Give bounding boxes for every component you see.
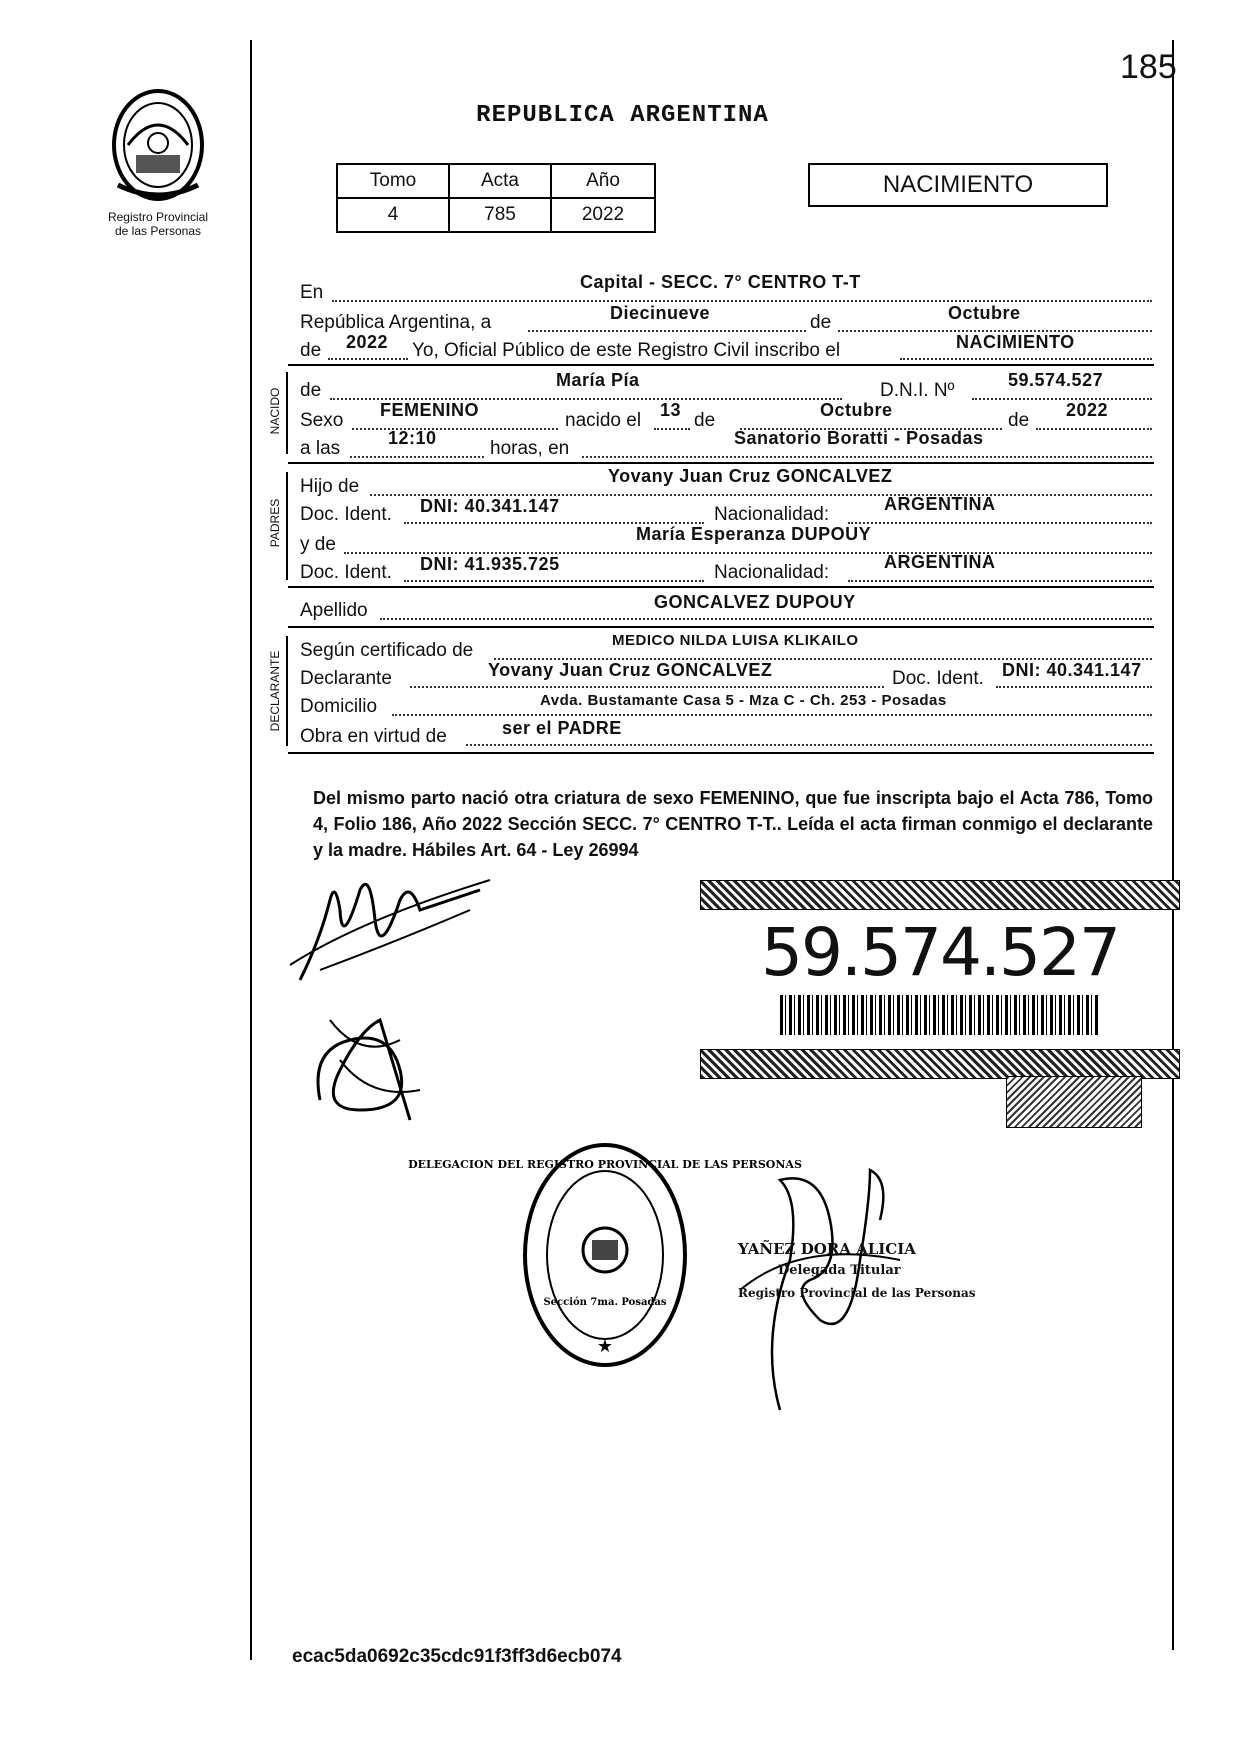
- official-seal: [408, 1140, 802, 1370]
- decl-doc: DNI: 40.341.147: [1002, 660, 1142, 680]
- act-value: NACIMIENTO: [956, 332, 1075, 352]
- obra-line: [466, 744, 1152, 746]
- decl-doc-label: Doc. Ident.: [892, 668, 984, 689]
- year-value: 2022: [346, 332, 389, 352]
- birth-day: 13: [660, 400, 682, 420]
- sexo-line: [352, 428, 558, 430]
- cert-label: Según certificado de: [300, 640, 474, 661]
- separator-declarante: [288, 752, 1154, 754]
- apellido-line: [380, 618, 1152, 620]
- day-value: Diecinueve: [610, 303, 711, 323]
- en-label: En: [300, 282, 324, 303]
- birth-year: 2022: [1066, 400, 1109, 420]
- mother-name: María Esperanza DUPOUY: [636, 524, 872, 544]
- year-line: [328, 358, 408, 360]
- yde-label: y de: [300, 534, 336, 555]
- horas-label: horas, en: [490, 438, 570, 459]
- seal-ring-text: DELEGACION DEL REGISTRO PROVINCIAL DE LAS PERSONAS: [408, 1158, 802, 1171]
- decl-value: Yovany Juan Cruz GONCALVEZ: [488, 660, 773, 680]
- birth-day-line: [654, 428, 690, 430]
- year-prefix-label: de: [300, 340, 322, 361]
- birth-time: 12:10: [388, 428, 437, 448]
- seal-inner-text: Sección 7ma. Posadas: [543, 1297, 667, 1308]
- cert-value: MEDICO NILDA LUISA KLIKAILO: [612, 632, 859, 649]
- dom-value: Avda. Bustamante Casa 5 - Mza C - Ch. 253 - Posadas: [540, 692, 947, 709]
- declarante-section-label: DECLARANTE: [268, 650, 282, 732]
- decl-line: [410, 686, 884, 688]
- padres-bracket: [286, 472, 288, 580]
- id-stamp-number: 59.574.527: [761, 914, 1119, 991]
- mother-nat-line: [848, 580, 1152, 582]
- acta-value: 785: [449, 198, 551, 232]
- obra-label: Obra en virtud de: [300, 726, 447, 747]
- child-dni: 59.574.527: [1008, 370, 1104, 390]
- separator-nacido: [288, 462, 1154, 464]
- reference-table: [336, 163, 656, 233]
- tomo-value: 4: [337, 198, 449, 232]
- father-nat-line: [848, 522, 1152, 524]
- decl-label: Declarante: [300, 668, 392, 689]
- father-doc: DNI: 40.341.147: [420, 496, 560, 516]
- separator-padres: [288, 586, 1154, 588]
- mother-doc-line: [404, 580, 704, 582]
- place-line: [332, 300, 1152, 302]
- birth-place: Sanatorio Boratti - Posadas: [734, 428, 984, 448]
- birth-year-line: [1036, 428, 1152, 430]
- declarante-bracket: [286, 636, 288, 746]
- page-title: REPUBLICA ARGENTINA: [476, 102, 769, 129]
- de1-label: de: [694, 410, 716, 431]
- sexo-label: Sexo: [300, 410, 344, 431]
- officer-text: Yo, Oficial Público de este Registro Civil inscribo el: [412, 340, 841, 361]
- mother-nationality: ARGENTINA: [884, 552, 996, 572]
- mother-doc-label: Doc. Ident.: [300, 562, 392, 583]
- father-nat-label: Nacionalidad:: [714, 504, 830, 525]
- act-line: [900, 358, 1152, 360]
- nacido-de-label: de: [300, 380, 322, 401]
- month-value: Octubre: [948, 303, 1021, 323]
- declarant-signature: [280, 870, 500, 990]
- official-name: YAÑEZ DORA ALICIA: [738, 1240, 916, 1258]
- birth-note: Del mismo parto nació otra criatura de sexo FEMENINO, que fue inscripta bajo el Acta 786, Tomo 4, Folio 186, Año 2022 Sección SECC. 7° CENTRO T-T.. Leída el acta firman conmigo el declarante y la madre. Hábiles Art. 64 - Ley 26994: [313, 788, 1153, 860]
- left-margin-line: [250, 40, 252, 1660]
- official-block: [738, 1238, 976, 1304]
- time-line: [350, 456, 484, 458]
- official-org: Registro Provincial de las Personas: [738, 1286, 976, 1300]
- separator-apellido: [288, 626, 1154, 628]
- dni-line: [972, 398, 1152, 400]
- mother-doc: DNI: 41.935.725: [420, 554, 560, 574]
- de-label: de: [810, 312, 832, 333]
- tomo-label: Tomo: [337, 164, 449, 198]
- stamp-pattern-bottom: [700, 1049, 1180, 1079]
- padres-section-label: PADRES: [268, 498, 282, 548]
- acta-label: Acta: [449, 164, 551, 198]
- alas-label: a las: [300, 438, 341, 459]
- de2-label: de: [1008, 410, 1030, 431]
- dom-label: Domicilio: [300, 696, 378, 717]
- apellido-label: Apellido: [300, 600, 368, 621]
- child-name: María Pía: [556, 370, 640, 390]
- dom-line: [392, 714, 1152, 716]
- document-hash: ecac5da0692c35cdc91f3ff3d6ecb074: [292, 1646, 622, 1667]
- obra-value: ser el PADRE: [502, 718, 622, 738]
- anio-value: 2022: [551, 198, 655, 232]
- father-nationality: ARGENTINA: [884, 494, 996, 514]
- father-name: Yovany Juan Cruz GONCALVEZ: [608, 466, 893, 486]
- separator-top: [288, 364, 1154, 366]
- logo-caption: Registro Provincial de las Personas: [107, 210, 209, 238]
- birth-place-line: [582, 456, 1152, 458]
- mother-nat-label: Nacionalidad:: [714, 562, 830, 583]
- republic-label: República Argentina, a: [300, 312, 492, 333]
- sexo-value: FEMENINO: [380, 400, 480, 420]
- svg-text:★: ★: [596, 1336, 614, 1357]
- official-title: Delegada Titular: [778, 1263, 901, 1278]
- decl-doc-line: [996, 686, 1152, 688]
- place-value: Capital - SECC. 7° CENTRO T-T: [580, 272, 861, 292]
- right-margin-line: [1172, 40, 1174, 1650]
- birth-month: Octubre: [820, 400, 893, 420]
- page-number: 185: [1120, 48, 1177, 86]
- day-line: [528, 330, 806, 332]
- anio-label: Año: [551, 164, 655, 198]
- mother-signature: [300, 1000, 430, 1130]
- nacido-el-label: nacido el: [565, 410, 642, 431]
- record-type-box: NACIMIENTO: [808, 163, 1108, 207]
- nacido-bracket: [286, 372, 288, 454]
- father-doc-label: Doc. Ident.: [300, 504, 392, 525]
- stamp-pattern-top: [700, 880, 1180, 910]
- hijo-label: Hijo de: [300, 476, 360, 497]
- barcode: [780, 995, 1100, 1035]
- apellido-value: GONCALVEZ DUPOUY: [654, 592, 856, 612]
- dni-label: D.N.I. Nº: [880, 380, 955, 401]
- id-stamp: [700, 880, 1180, 1079]
- security-stamp-icon: [1006, 1076, 1142, 1128]
- nacido-section-label: NACIDO: [268, 387, 282, 435]
